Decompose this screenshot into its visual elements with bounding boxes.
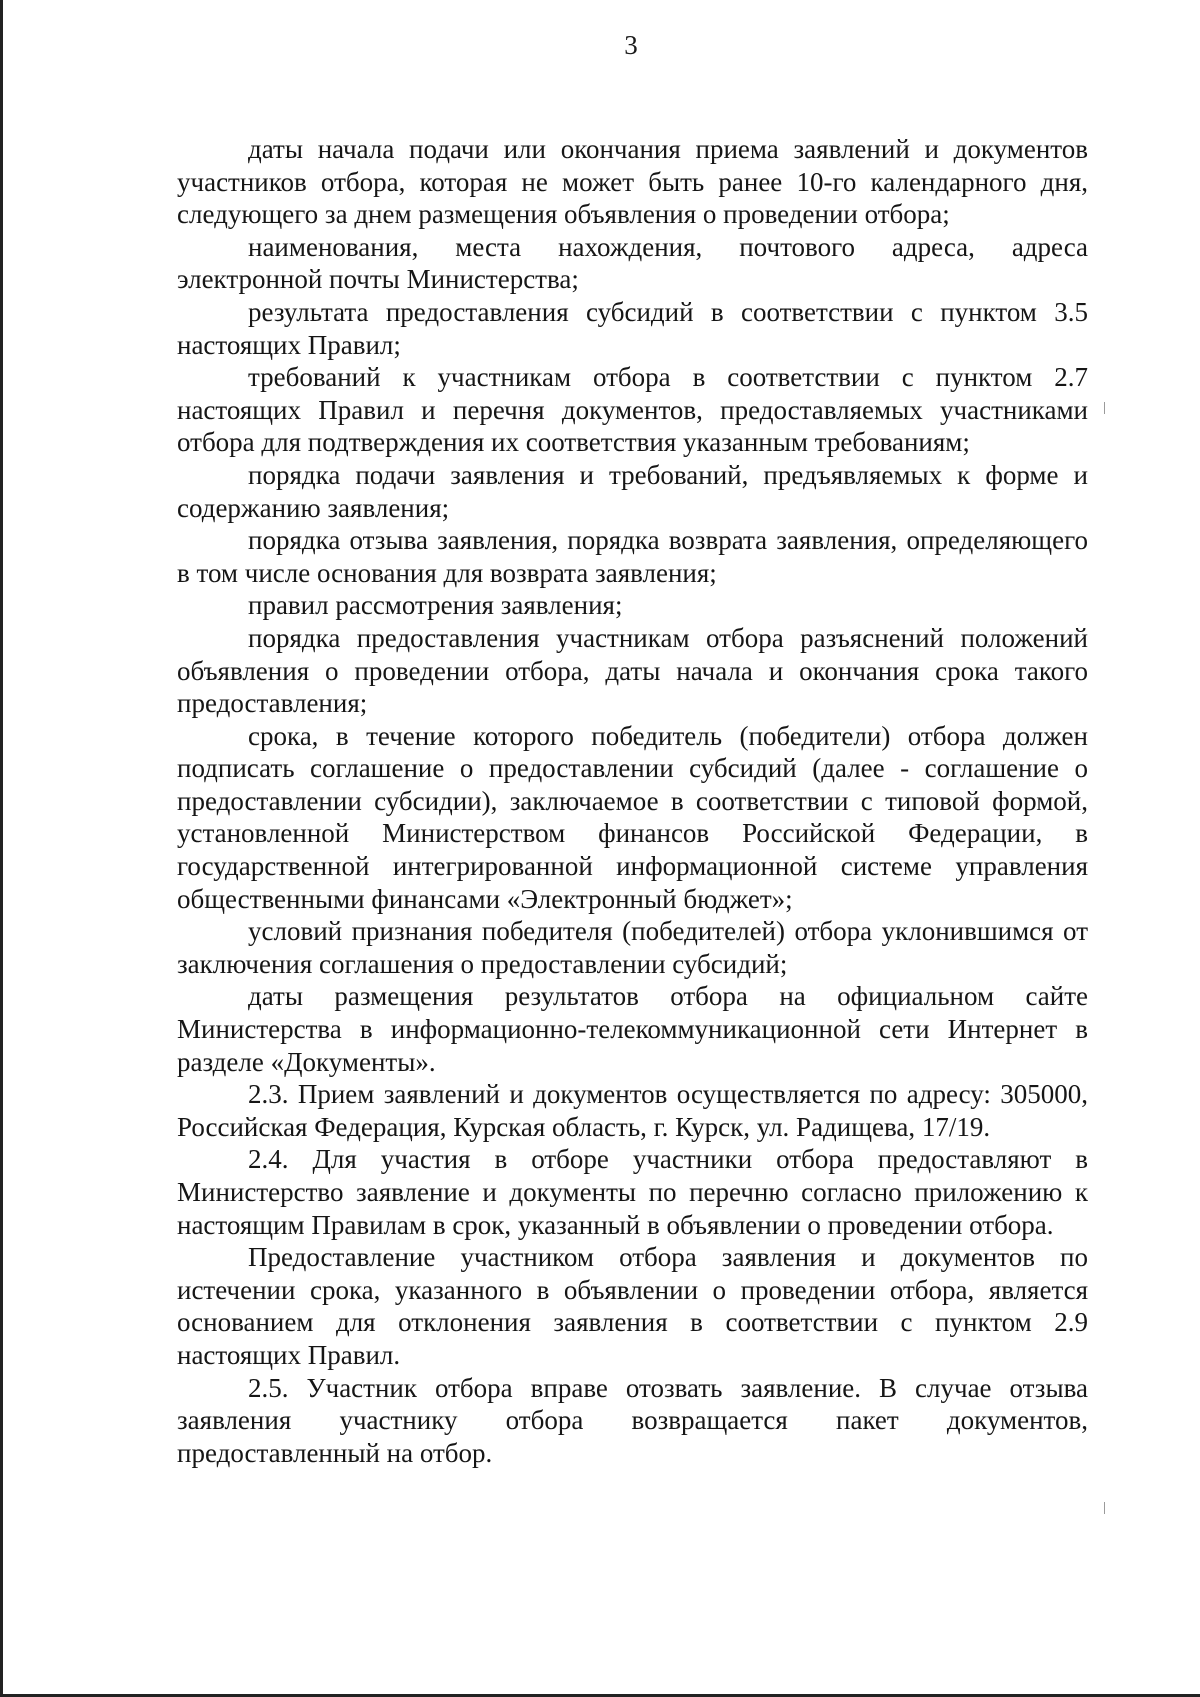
- paragraph: условий признания победителя (победителей) отбора уклонившимся от заключения соглашения о предоставлении субсидий;: [177, 916, 1088, 979]
- paragraph-2-3: 2.3. Прием заявлений и документов осуществляется по адресу: 305000, Российская Федерация, Курская область, г. Курск, ул. Радищева, 17/19.: [177, 1079, 1088, 1142]
- paragraph: требований к участникам отбора в соответствии с пунктом 2.7 настоящих Правил и перечня документов, предоставляемых участниками отбора для подтверждения их соответствия указанным требованиям;: [177, 362, 1088, 458]
- paragraph: срока, в течение которого победитель (победители) отбора должен подписать соглашение о предоставлении субсидий (далее - соглашение о предоставлении субсидии), заключаемое в соответствии с типовой формой, установленной Министерством финансов Российской Федерации, в государственной интегрированной информационной системе управления общественными финансами «Электронный бюджет»;: [177, 720, 1088, 914]
- paragraph: даты размещения результатов отбора на официальном сайте Министерства в информационно-телекоммуникационной сети Интернет в разделе «Документы».: [177, 981, 1088, 1077]
- scan-artifact: [1104, 402, 1105, 414]
- paragraph: порядка предоставления участникам отбора разъяснений положений объявления о проведении отбора, даты начала и окончания срока такого предоставления;: [177, 622, 1088, 719]
- paragraph: результата предоставления субсидий в соответствии с пунктом 3.5 настоящих Правил;: [177, 296, 1088, 360]
- paragraph: порядка подачи заявления и требований, предъявляемых к форме и содержанию заявления;: [177, 459, 1088, 523]
- paragraph: порядка отзыва заявления, порядка возврата заявления, определяющего в том числе основания для возврата заявления;: [177, 525, 1088, 588]
- paragraph-2-4: 2.4. Для участия в отборе участники отбора предоставляют в Министерство заявление и документы по перечню согласно приложению к настоящим Правилам в срок, указанный в объявлении о проведении отбора.: [177, 1144, 1088, 1240]
- document-body: [177, 133, 1088, 1469]
- paragraph: даты начала подачи или окончания приема заявлений и документов участников отбора, которая не может быть ранее 10-го календарного дня, следующего за днем размещения объявления о проведении отбора;: [177, 134, 1088, 230]
- paragraph-2-5: 2.5. Участник отбора вправе отозвать заявление. В случае отзыва заявления участнику отбора возвращается пакет документов, предоставленный на отбор.: [177, 1372, 1088, 1468]
- paragraph: Предоставление участником отбора заявления и документов по истечении срока, указанного в объявлении о проведении отбора, является основанием для отклонения заявления в соответствии с пунктом 2.9 настоящих Правил.: [177, 1242, 1088, 1370]
- paragraph: правил рассмотрения заявления;: [248, 590, 623, 621]
- scan-artifact: [1104, 1502, 1105, 1514]
- paragraph: наименования, места нахождения, почтового адреса, адреса электронной почты Министерства;: [177, 231, 1088, 295]
- page-number: 3: [624, 30, 638, 60]
